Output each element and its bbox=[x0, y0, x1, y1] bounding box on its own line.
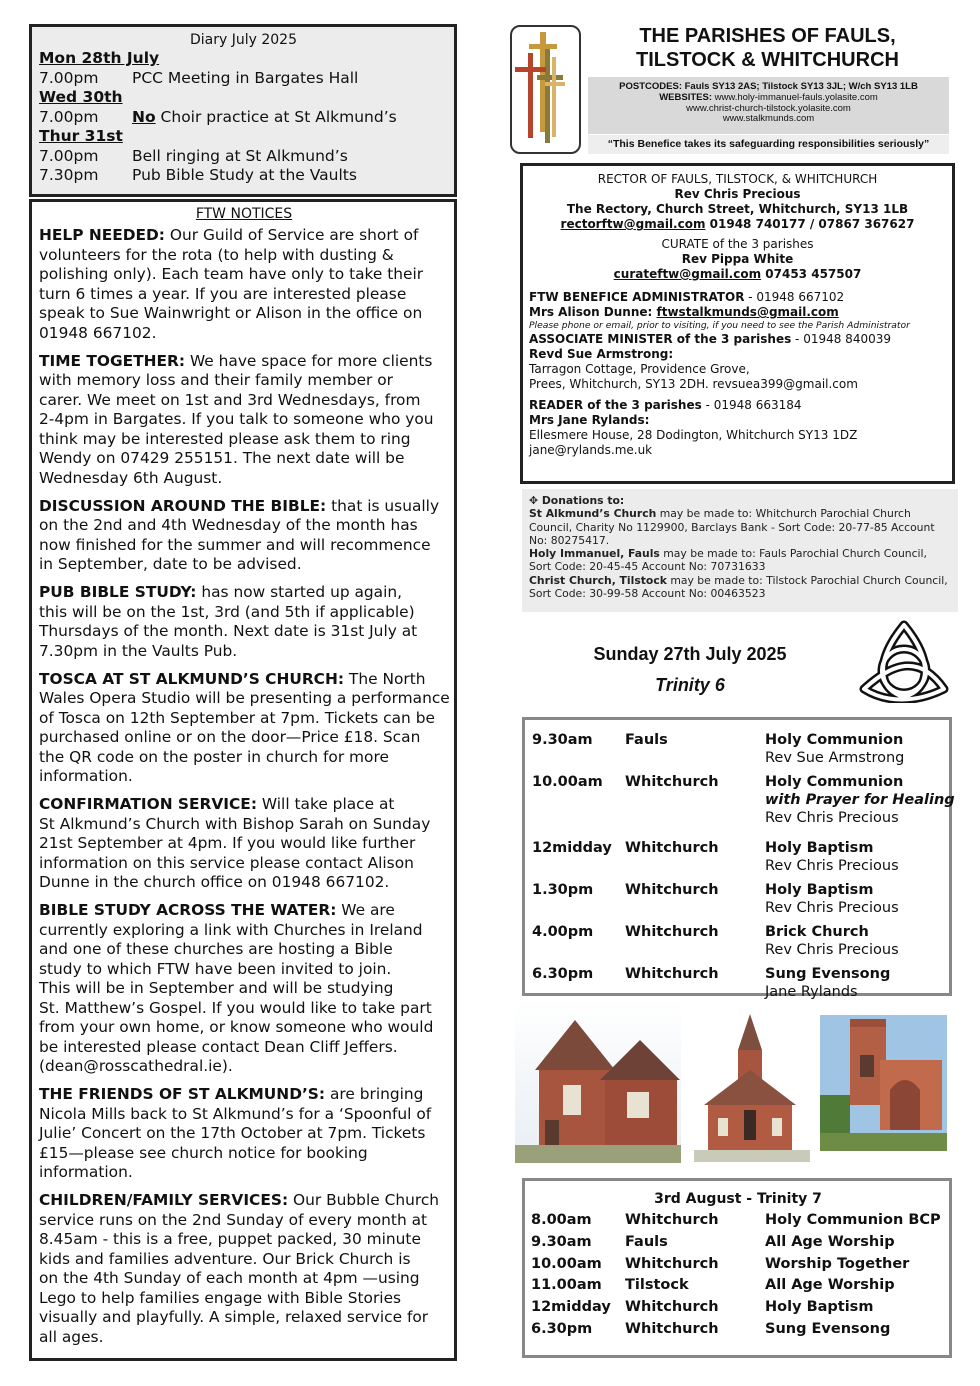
service-time: 9.30am bbox=[532, 732, 593, 748]
donations-box bbox=[522, 489, 958, 612]
notice-text: speak to Sue Wainwright or Alison in the office on bbox=[39, 304, 423, 322]
notice-line bbox=[39, 1018, 449, 1038]
next-service-row bbox=[531, 1232, 945, 1254]
website-3[interactable]: www.stalkmunds.com bbox=[722, 113, 815, 124]
notice-heading: THE FRIENDS OF ST ALKMUND’S: bbox=[39, 1085, 326, 1103]
admin-line bbox=[529, 290, 946, 305]
service-name: Holy Baptism bbox=[765, 882, 874, 898]
notice-line bbox=[39, 622, 449, 642]
donation-church: Christ Church, Tilstock bbox=[529, 573, 667, 587]
diary-day-heading: Thur 31st bbox=[39, 127, 123, 145]
diary-event bbox=[39, 166, 448, 186]
notice-text: We are bbox=[341, 901, 395, 919]
title-line-1: THE PARISHES OF FAULS, bbox=[639, 25, 896, 47]
notice-line bbox=[39, 1250, 449, 1270]
notice-line bbox=[39, 901, 449, 921]
next-service-time: 8.00am bbox=[531, 1212, 592, 1228]
notice-line bbox=[39, 1057, 449, 1077]
church-image-tilstock bbox=[694, 1010, 810, 1162]
next-service-row bbox=[531, 1275, 945, 1297]
notice-item bbox=[39, 226, 449, 343]
next-service-name: All Age Worship bbox=[765, 1277, 895, 1294]
service-minister: Jane Rylands bbox=[765, 984, 858, 1000]
notice-line bbox=[39, 940, 449, 960]
diary-event-text-wrap bbox=[132, 69, 358, 89]
curate-email[interactable]: curateftw@gmail.com bbox=[613, 267, 762, 281]
notice-text: from your own home, or know someone who would bbox=[39, 1018, 434, 1036]
notice-item bbox=[39, 1085, 449, 1183]
notice-line bbox=[39, 979, 449, 999]
next-service-name: All Age Worship bbox=[765, 1233, 895, 1250]
donations-heading bbox=[529, 494, 951, 507]
admin-name: Mrs Alison Dunne: bbox=[529, 305, 657, 319]
diary-event bbox=[39, 69, 448, 89]
safeguarding-quote: “This Benefice takes its safeguarding responsibilities seriously” bbox=[588, 135, 949, 154]
notice-text: carer. We meet on 1st and 3rd Wednesdays, from bbox=[39, 390, 421, 409]
next-service-name: Holy Baptism bbox=[765, 1299, 874, 1316]
assoc-addr-2: Prees, Whitchurch, SY13 2DH. revsuea399@gmail.com bbox=[529, 377, 858, 391]
service-time: 1.30pm bbox=[532, 882, 594, 898]
notice-text: volunteers for the rota (to help with dusting & bbox=[39, 245, 394, 264]
website-line-1 bbox=[588, 93, 949, 104]
service-row bbox=[532, 923, 945, 959]
service-detail bbox=[765, 731, 904, 767]
next-service-row bbox=[531, 1210, 945, 1232]
assoc-name: Revd Sue Armstrong: bbox=[529, 347, 674, 361]
notice-line bbox=[39, 689, 449, 709]
notice-text: think may be interested please ask them to ring bbox=[39, 429, 411, 448]
service-row bbox=[532, 731, 945, 767]
notice-line bbox=[39, 536, 449, 556]
notice-line bbox=[39, 642, 449, 662]
rector-address: The Rectory, Church Street, Whitchurch, SY13 1LB bbox=[566, 202, 909, 216]
reader-email[interactable]: jane@rylands.me.uk bbox=[529, 443, 653, 457]
admin-note: Please phone or email, prior to visiting, if you need to see the Parish Administrator bbox=[529, 320, 910, 331]
admin-name-line bbox=[529, 305, 946, 320]
curate-title: CURATE of the 3 parishes bbox=[661, 237, 814, 251]
donation-church: Holy Immanuel, Fauls bbox=[529, 547, 660, 561]
notice-text: this will be on the 1st, 3rd (and 5th if applicable) bbox=[39, 602, 415, 621]
service-time: 10.00am bbox=[532, 774, 603, 790]
donation-list bbox=[529, 507, 951, 600]
notice-text: Wendy on 07429 255151. The next date will be bbox=[39, 449, 405, 467]
triquetra-icon bbox=[856, 619, 952, 703]
notice-heading: BIBLE STUDY ACROSS THE WATER: bbox=[39, 901, 337, 919]
notice-line bbox=[39, 391, 449, 411]
notice-text: purchased online or on the door—Price £18. Scan bbox=[39, 728, 421, 746]
notice-text: are bringing bbox=[329, 1085, 424, 1103]
next-service-place: Whitchurch bbox=[625, 1255, 719, 1272]
notice-line bbox=[39, 603, 449, 623]
next-service-time: 12midday bbox=[531, 1299, 611, 1316]
notices-title: FTW NOTICES bbox=[195, 206, 293, 222]
rector-name: Rev Chris Precious bbox=[674, 187, 801, 201]
notice-line bbox=[39, 1289, 449, 1309]
notice-text: now finished for the summer and will recommence bbox=[39, 535, 431, 554]
postcodes-websites bbox=[588, 77, 949, 134]
diary-day-heading: Wed 30th bbox=[39, 88, 123, 106]
notice-text: Our Guild of Service are short of bbox=[169, 226, 419, 244]
notice-text: has now started up again, bbox=[201, 583, 403, 601]
service-place: Fauls bbox=[625, 732, 668, 748]
diary-event-time: 7.00pm bbox=[39, 68, 99, 87]
service-extra: with Prayer for Healing bbox=[765, 792, 955, 808]
notice-text: Will take place at bbox=[261, 795, 395, 813]
notice-heading: CHILDREN/FAMILY SERVICES: bbox=[39, 1191, 289, 1209]
notice-item bbox=[39, 352, 449, 489]
notice-line bbox=[39, 854, 449, 874]
assoc-title: ASSOCIATE MINISTER of the 3 parishes bbox=[529, 332, 792, 346]
notice-text: all ages. bbox=[39, 1327, 104, 1346]
service-row bbox=[532, 965, 945, 1001]
reader-name: Mrs Jane Rylands: bbox=[529, 413, 650, 427]
service-name: Holy Communion bbox=[765, 774, 904, 790]
notice-text: 2-4pm in Bargates. If you talk to someone who you bbox=[39, 410, 434, 428]
donation-church: St Alkmund’s Church bbox=[529, 507, 657, 521]
admin-phone: - 01948 667102 bbox=[744, 290, 845, 304]
notice-line bbox=[39, 748, 449, 768]
parishes-title bbox=[590, 24, 945, 72]
notice-text: information. bbox=[39, 767, 133, 785]
notice-text: service runs on the 2nd Sunday of every month at bbox=[39, 1210, 428, 1229]
notice-text: study to which FTW have been invited to join. bbox=[39, 959, 392, 978]
notice-item bbox=[39, 795, 449, 893]
service-place: Whitchurch bbox=[625, 882, 719, 898]
notices-box bbox=[29, 199, 457, 1361]
notice-text: visually and playfully. A simple, relaxed service for bbox=[39, 1308, 429, 1326]
diary-event-text: Bell ringing at St Alkmund’s bbox=[132, 146, 348, 165]
notice-heading: DISCUSSION AROUND THE BIBLE: bbox=[39, 496, 327, 515]
website-1[interactable]: www.holy-immanuel-fauls.yolasite.com bbox=[714, 92, 878, 103]
assoc-addr-1: Tarragon Cottage, Providence Grove, bbox=[529, 362, 750, 376]
notice-text: This will be in September and will be studying bbox=[39, 979, 394, 997]
service-detail bbox=[765, 839, 899, 875]
notice-line bbox=[39, 1163, 449, 1183]
rector-block bbox=[529, 172, 946, 282]
notice-line bbox=[39, 555, 449, 575]
service-place: Whitchurch bbox=[625, 966, 719, 982]
donation-details: may be made to: Fauls Parochial Church Council, Sort Code: 20-45-45 Account No: 70731633 bbox=[529, 547, 927, 574]
donation-item bbox=[529, 547, 951, 574]
rector-email[interactable]: rectorftw@gmail.com bbox=[560, 217, 706, 231]
diary-event-time: 7.00pm bbox=[39, 107, 99, 126]
notice-text: The North bbox=[348, 669, 426, 688]
service-detail bbox=[765, 773, 955, 827]
church-image-whitchurch bbox=[820, 1015, 947, 1151]
donations-title: Donations to: bbox=[541, 494, 625, 507]
sunday-trinity: Trinity 6 bbox=[655, 675, 725, 695]
donation-item bbox=[529, 574, 951, 601]
next-service-time: 10.00am bbox=[531, 1255, 602, 1272]
notice-line bbox=[39, 352, 449, 372]
next-service-place: Fauls bbox=[625, 1233, 668, 1250]
diary-day-heading: Mon 28th July bbox=[39, 49, 160, 67]
diary-event-time: 7.30pm bbox=[39, 166, 99, 184]
bullet-icon: ✥ bbox=[529, 494, 539, 507]
notice-text: the QR code on the poster in church for more bbox=[39, 747, 389, 766]
notice-line bbox=[39, 246, 449, 266]
parish-logo bbox=[510, 25, 581, 154]
next-sunday-title: 3rd August - Trinity 7 bbox=[654, 1191, 822, 1207]
service-time: 4.00pm bbox=[532, 924, 594, 940]
notice-item bbox=[39, 670, 449, 787]
notice-line bbox=[39, 1085, 449, 1105]
notice-item bbox=[39, 583, 449, 661]
notice-heading: TIME TOGETHER: bbox=[39, 351, 186, 370]
notice-line bbox=[39, 410, 449, 430]
notice-line bbox=[39, 767, 449, 787]
reader-address: Ellesmere House, 28 Dodington, Whitchurch SY13 1DZ bbox=[529, 428, 858, 442]
notice-line bbox=[39, 795, 449, 815]
notice-line bbox=[39, 1230, 449, 1250]
notice-line bbox=[39, 834, 449, 854]
notice-line bbox=[39, 1144, 449, 1164]
notice-line bbox=[39, 516, 449, 536]
notice-text: Wednesday 6th August. bbox=[39, 468, 223, 487]
title-line-2: TILSTOCK & WHITCHURCH bbox=[636, 49, 899, 71]
notice-text: and one of these churches are hosting a Bible bbox=[39, 940, 393, 958]
service-detail bbox=[765, 965, 890, 1001]
notice-text: (dean@rosscathedral.ie). bbox=[39, 1057, 233, 1075]
notice-text: Thursdays of the month. Next date is 31st July at bbox=[39, 622, 418, 640]
websites-label: WEBSITES: bbox=[659, 92, 712, 103]
notice-line bbox=[39, 1038, 449, 1058]
notice-text: Our Bubble Church bbox=[293, 1191, 440, 1209]
next-service-place: Tilstock bbox=[625, 1277, 689, 1294]
next-service-name: Sung Evensong bbox=[765, 1320, 891, 1337]
next-service-name: Worship Together bbox=[765, 1255, 910, 1272]
service-minister: Rev Chris Precious bbox=[765, 942, 899, 958]
service-time: 12midday bbox=[532, 840, 612, 856]
admin-email[interactable]: ftwstalkmunds@gmail.com bbox=[656, 305, 839, 319]
diary-event bbox=[39, 147, 448, 167]
notice-text: Dunne in the church office on 01948 667102. bbox=[39, 873, 390, 891]
notice-line bbox=[39, 921, 449, 941]
service-list bbox=[532, 731, 955, 1001]
notice-line bbox=[39, 285, 449, 305]
notice-text: Nicola Mills back to St Alkmund’s for a ‘Spoonful of bbox=[39, 1104, 432, 1123]
postcodes: POSTCODES: Fauls SY13 2AS; Tilstock SY13 3JL; W/ch SY13 1LB bbox=[619, 81, 918, 92]
notice-line bbox=[39, 469, 449, 489]
service-name: Holy Baptism bbox=[765, 840, 874, 856]
notice-text: polishing only). Each team have only to take their bbox=[39, 265, 424, 283]
rector-contact bbox=[529, 217, 946, 232]
reader-line bbox=[529, 398, 946, 413]
curate-phone: 07453 457507 bbox=[761, 267, 862, 281]
admin-title: FTW BENEFICE ADMINISTRATOR bbox=[529, 290, 745, 304]
notice-text: Wales Opera Studio will be presenting a performance bbox=[39, 689, 450, 707]
sunday-services-box bbox=[522, 717, 955, 1000]
notice-line bbox=[39, 1308, 449, 1328]
assoc-phone: - 01948 840039 bbox=[791, 332, 891, 346]
diary-event-time: 7.00pm bbox=[39, 146, 99, 165]
service-row bbox=[532, 881, 945, 917]
next-service-place: Whitchurch bbox=[625, 1320, 719, 1337]
notice-line bbox=[39, 1191, 449, 1211]
reader-phone: - 01948 663184 bbox=[701, 398, 802, 412]
next-service-row bbox=[531, 1297, 945, 1319]
next-service-time: 6.30pm bbox=[531, 1320, 593, 1337]
notice-text: on the 4th Sunday of each month at 4pm —using bbox=[39, 1269, 420, 1287]
notice-text: on the 2nd and 4th Wednesday of the month has bbox=[39, 516, 418, 534]
service-minister: Rev Chris Precious bbox=[765, 900, 899, 916]
service-minister: Rev Sue Armstrong bbox=[765, 750, 905, 766]
notice-line bbox=[39, 999, 449, 1019]
service-place: Whitchurch bbox=[625, 924, 719, 940]
notice-item bbox=[39, 497, 449, 575]
diary-event-text: Pub Bible Study at the Vaults bbox=[132, 166, 357, 184]
notice-line bbox=[39, 728, 449, 748]
service-row bbox=[532, 839, 945, 875]
assoc-line bbox=[529, 332, 946, 347]
diary-days bbox=[39, 49, 448, 186]
diary-event-text-wrap bbox=[132, 108, 397, 128]
notice-heading: TOSCA AT ST ALKMUND’S CHURCH: bbox=[39, 669, 345, 688]
service-time: 6.30pm bbox=[532, 966, 594, 982]
notice-text: kids and families adventure. Our Brick Church is bbox=[39, 1249, 411, 1268]
service-detail bbox=[765, 923, 899, 959]
service-name: Sung Evensong bbox=[765, 966, 891, 982]
notice-heading: PUB BIBLE STUDY: bbox=[39, 583, 197, 601]
contacts-box bbox=[520, 163, 955, 484]
church-image-fauls bbox=[515, 1000, 681, 1163]
diary-title: Diary July 2025 bbox=[190, 32, 297, 48]
notice-text: 7.30pm in the Vaults Pub. bbox=[39, 641, 238, 660]
notice-line bbox=[39, 1269, 449, 1289]
notice-heading: HELP NEEDED: bbox=[39, 226, 165, 244]
service-detail bbox=[765, 881, 899, 917]
notice-line bbox=[39, 449, 449, 469]
notice-text: that is usually bbox=[331, 496, 440, 515]
notice-text: We have space for more clients bbox=[189, 351, 433, 370]
notice-line bbox=[39, 226, 449, 246]
notice-line bbox=[39, 1124, 449, 1144]
crosses-icon bbox=[512, 27, 578, 151]
next-service-list bbox=[531, 1210, 945, 1341]
notice-line bbox=[39, 497, 449, 517]
notice-text: 8.45am - this is a free, puppet packed, 30 minute bbox=[39, 1230, 421, 1248]
next-service-place: Whitchurch bbox=[625, 1212, 719, 1228]
donation-item bbox=[529, 507, 951, 547]
service-place: Whitchurch bbox=[625, 840, 719, 856]
website-2[interactable]: www.christ-church-tilstock.yolasite.com bbox=[686, 102, 851, 114]
next-service-time: 11.00am bbox=[531, 1277, 602, 1294]
next-service-time: 9.30am bbox=[531, 1233, 592, 1250]
rector-title: RECTOR OF FAULS, TILSTOCK, & WHITCHURCH bbox=[597, 172, 878, 186]
notice-text: £15—please see church notice for booking bbox=[39, 1143, 368, 1162]
notice-text: information. bbox=[39, 1163, 133, 1181]
service-name: Brick Church bbox=[765, 924, 869, 940]
notice-line bbox=[39, 304, 449, 324]
notice-text: St Alkmund’s Church with Bishop Sarah on Sunday bbox=[39, 814, 431, 833]
notice-line bbox=[39, 960, 449, 980]
notice-text: with memory loss and their family member or bbox=[39, 371, 394, 389]
service-row bbox=[532, 773, 955, 827]
notice-text: Lego to help families engage with Bible Stories bbox=[39, 1288, 402, 1307]
notice-text: Julie’ Concert on the 17th October at 7pm. Tickets bbox=[39, 1124, 426, 1142]
notice-text: 21st September at 4pm. If you would like further bbox=[39, 834, 416, 852]
notice-text: 01948 667102. bbox=[39, 323, 157, 342]
next-service-name: Holy Communion BCP bbox=[765, 1212, 941, 1228]
notice-text: currently exploring a link with Churches in Ireland bbox=[39, 920, 423, 939]
notice-line bbox=[39, 709, 449, 729]
next-service-place: Whitchurch bbox=[625, 1299, 719, 1316]
curate-name: Rev Pippa White bbox=[681, 252, 794, 266]
diary-event-text-wrap bbox=[132, 147, 348, 167]
sunday-date: Sunday 27th July 2025 bbox=[593, 644, 787, 664]
notice-line bbox=[39, 324, 449, 344]
notice-text: in September, date to be advised. bbox=[39, 555, 302, 573]
next-service-row bbox=[531, 1254, 945, 1276]
notice-text: information on this service please contact Alison bbox=[39, 853, 414, 872]
notice-text: of Tosca on 12th September at 7pm. Tickets can be bbox=[39, 708, 435, 727]
notice-heading: CONFIRMATION SERVICE: bbox=[39, 795, 257, 813]
diary-event bbox=[39, 108, 448, 128]
diary-event-text: Choir practice at St Alkmund’s bbox=[155, 107, 397, 126]
notice-list bbox=[39, 226, 449, 1347]
notice-text: St. Matthew’s Gospel. If you would like to take part bbox=[39, 998, 432, 1017]
service-minister: Rev Chris Precious bbox=[765, 858, 899, 874]
notice-text: be interested please contact Dean Cliff Jeffers. bbox=[39, 1037, 398, 1056]
notice-line bbox=[39, 371, 449, 391]
service-name: Holy Communion bbox=[765, 732, 904, 748]
diary-event-emphasis: No bbox=[132, 107, 156, 126]
service-minister: Rev Chris Precious bbox=[765, 810, 899, 826]
donation-details: may be made to: Whitchurch Parochial Church Council, Charity No 1129900, Barclays Bank - Sort Code: 20-77-85 Account No: 80275417. bbox=[529, 507, 935, 547]
notice-line bbox=[39, 1105, 449, 1125]
service-place: Whitchurch bbox=[625, 774, 719, 790]
diary-event-text-wrap bbox=[132, 166, 357, 186]
notice-line bbox=[39, 265, 449, 285]
notice-line bbox=[39, 815, 449, 835]
notice-line bbox=[39, 430, 449, 450]
curate-contact bbox=[529, 267, 946, 282]
diary-event-text: PCC Meeting in Bargates Hall bbox=[132, 68, 359, 87]
notice-item bbox=[39, 1191, 449, 1347]
donation-details: may be made to: Tilstock Parochial Church Council, Sort Code: 30-99-58 Account No: 00463523 bbox=[529, 573, 948, 601]
notice-line bbox=[39, 873, 449, 893]
notice-text: turn 6 times a year. If you are interested please bbox=[39, 284, 407, 303]
reader-title: READER of the 3 parishes bbox=[529, 398, 702, 412]
notice-line bbox=[39, 1328, 449, 1348]
rector-phone: 01948 740177 / 07867 367627 bbox=[705, 217, 915, 231]
next-sunday-box bbox=[522, 1178, 952, 1358]
notice-line bbox=[39, 1211, 449, 1231]
notice-line bbox=[39, 583, 449, 603]
notice-line bbox=[39, 670, 449, 690]
next-service-row bbox=[531, 1319, 945, 1341]
diary-box bbox=[29, 24, 457, 197]
notice-item bbox=[39, 901, 449, 1077]
